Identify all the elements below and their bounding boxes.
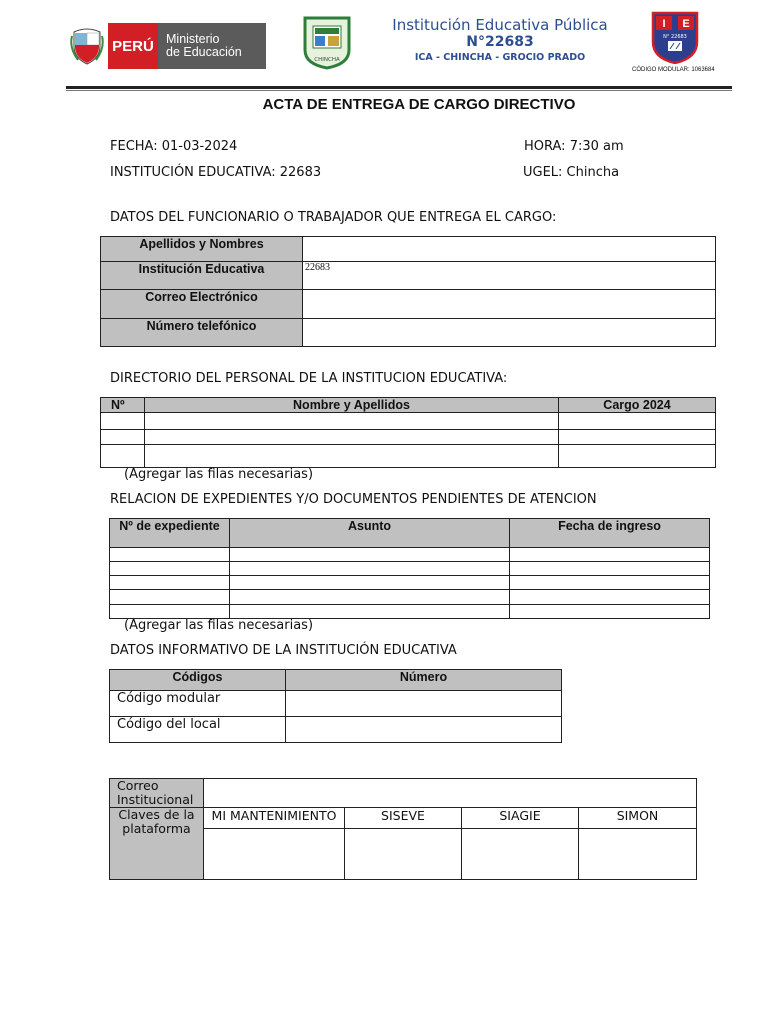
cell[interactable]	[559, 430, 716, 445]
mi-mantenimiento-value[interactable]	[204, 829, 345, 880]
cell[interactable]	[230, 576, 510, 590]
ministry-line2: de Educación	[166, 45, 242, 59]
cell[interactable]	[145, 430, 559, 445]
correo-institucional-label: Correo Institucional	[110, 779, 204, 808]
table-row	[110, 576, 710, 590]
institution-title: Institución Educativa Pública	[392, 16, 608, 34]
hora-field: HORA: 7:30 am	[524, 139, 624, 154]
directorio-heading: DIRECTORIO DEL PERSONAL DE LA INSTITUCION EDUCATIVA:	[110, 371, 508, 386]
cell[interactable]	[101, 430, 145, 445]
col-header-codigos: Códigos	[110, 670, 286, 691]
funcionario-value-telefono[interactable]	[303, 319, 716, 347]
badge-number: N° 22683	[663, 34, 687, 40]
informativo-heading: DATOS INFORMATIVO DE LA INSTITUCIÓN EDUCATIVA	[110, 643, 457, 658]
fecha-field: FECHA: 01-03-2024	[110, 139, 238, 154]
informativo-table	[109, 669, 562, 743]
col-header-numero-codigo: Número	[286, 670, 562, 691]
cell[interactable]	[110, 590, 230, 605]
table-row	[110, 717, 562, 743]
institution-location: ICA - CHINCHA - GROCIO PRADO	[414, 52, 586, 63]
funcionario-label-nombres: Apellidos y Nombres	[101, 237, 303, 262]
simon-value[interactable]	[579, 829, 697, 880]
funcionario-label-telefono: Número telefónico	[101, 319, 303, 347]
cell[interactable]	[510, 576, 710, 590]
cell[interactable]	[110, 576, 230, 590]
siagie-value[interactable]	[462, 829, 579, 880]
cell[interactable]	[230, 605, 510, 619]
cell[interactable]	[110, 548, 230, 562]
col-header-asunto: Asunto	[230, 519, 510, 548]
table-row	[110, 808, 697, 829]
funcionario-value-correo[interactable]	[303, 290, 716, 319]
institution-header	[380, 16, 620, 63]
institucion-field: INSTITUCIÓN EDUCATIVA: 22683	[110, 165, 322, 180]
badge-letter-e: E	[682, 18, 690, 30]
cell[interactable]	[101, 445, 145, 468]
ministry-line1: Ministerio	[166, 32, 220, 46]
correo-institucional-value[interactable]	[204, 779, 697, 808]
siseve-value[interactable]	[345, 829, 462, 880]
codigo-local-row-label: Código del local	[110, 717, 286, 743]
funcionario-label-correo: Correo Electrónico	[101, 290, 303, 319]
col-header-cargo: Cargo 2024	[559, 398, 716, 413]
table-row	[110, 605, 710, 619]
funcionario-label-institucion: Institución Educativa	[101, 262, 303, 290]
col-header-numero: Nº	[101, 398, 145, 413]
col-header-siagie: SIAGIE	[462, 808, 579, 829]
institution-number: N°22683	[466, 34, 534, 50]
table-header-row	[110, 519, 710, 548]
school-crest-icon	[302, 14, 352, 70]
col-header-siseve: SISEVE	[345, 808, 462, 829]
header-divider-thin	[66, 90, 732, 91]
cell[interactable]	[145, 413, 559, 430]
table-row	[101, 319, 716, 347]
codigo-local-value[interactable]	[286, 717, 562, 743]
badge-letter-i: I	[662, 18, 666, 30]
cell[interactable]	[110, 562, 230, 576]
expedientes-note: (Agregar las filas necesarias)	[124, 618, 314, 633]
table-row	[110, 691, 562, 717]
col-header-nombre: Nombre y Apellidos	[145, 398, 559, 413]
funcionario-value-institucion[interactable]: 22683	[303, 262, 716, 290]
ministry-name	[158, 23, 266, 69]
table-row	[110, 562, 710, 576]
cell[interactable]	[145, 445, 559, 468]
col-header-simon: SIMON	[579, 808, 697, 829]
cell[interactable]	[510, 590, 710, 605]
col-header-fecha-ingreso: Fecha de ingreso	[510, 519, 710, 548]
codigo-modular-value[interactable]	[286, 691, 562, 717]
funcionario-value-nombres[interactable]	[303, 237, 716, 262]
cell[interactable]	[559, 445, 716, 468]
table-row	[110, 548, 710, 562]
col-header-mi-mantenimiento: MI MANTENIMIENTO	[204, 808, 345, 829]
table-row	[101, 290, 716, 319]
cell[interactable]	[559, 413, 716, 430]
plataformas-table	[109, 778, 697, 880]
table-row	[101, 237, 716, 262]
cell[interactable]	[510, 605, 710, 619]
table-header-row	[101, 398, 716, 413]
header-divider	[66, 86, 732, 89]
directorio-note: (Agregar las filas necesarias)	[124, 467, 314, 482]
minedu-logo	[66, 23, 266, 69]
funcionario-heading: DATOS DEL FUNCIONARIO O TRABAJADOR QUE ENTREGA EL CARGO:	[110, 210, 557, 225]
cell[interactable]	[230, 590, 510, 605]
cell[interactable]	[110, 605, 230, 619]
peru-coat-of-arms-icon	[66, 23, 108, 69]
crest-text: CHINCHA	[314, 57, 340, 63]
table-row	[110, 779, 697, 808]
ie-badge-icon	[650, 10, 700, 64]
cell[interactable]	[101, 413, 145, 430]
codigo-modular-row-label: Código modular	[110, 691, 286, 717]
table-row	[101, 430, 716, 445]
table-row	[101, 445, 716, 468]
document-title: ACTA DE ENTREGA DE CARGO DIRECTIVO	[262, 96, 576, 113]
directorio-table	[100, 397, 716, 468]
table-header-row	[110, 670, 562, 691]
table-row	[101, 262, 716, 290]
cell[interactable]	[230, 562, 510, 576]
cell[interactable]	[230, 548, 510, 562]
expedientes-heading: RELACION DE EXPEDIENTES Y/O DOCUMENTOS PENDIENTES DE ATENCION	[110, 492, 597, 507]
peru-label: PERÚ	[108, 23, 158, 69]
table-row	[110, 590, 710, 605]
cell[interactable]	[510, 562, 710, 576]
table-row	[101, 413, 716, 430]
funcionario-table	[100, 236, 716, 347]
claves-plataforma-label: Claves de la plataforma	[110, 808, 204, 880]
ugel-field: UGEL: Chincha	[523, 165, 620, 180]
expedientes-table	[109, 518, 710, 619]
cell[interactable]	[510, 548, 710, 562]
codigo-modular-label: CÓDIGO MODULAR: 1063684	[632, 67, 715, 73]
col-header-expediente: Nº de expediente	[110, 519, 230, 548]
